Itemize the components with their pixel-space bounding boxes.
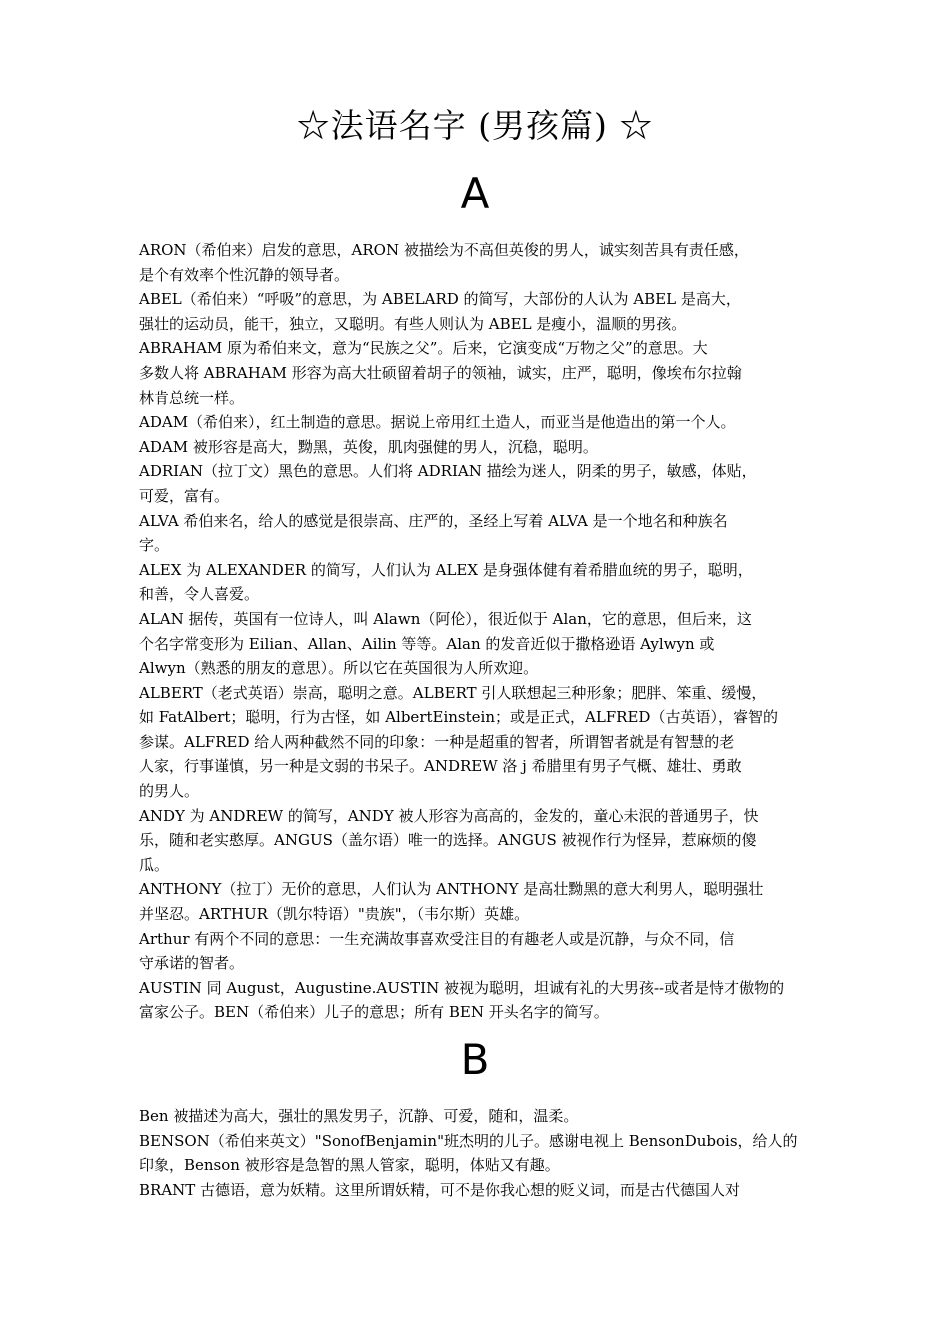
document-title: ☆法语名字 (男孩篇) ☆ [296, 106, 654, 145]
text-line: 字。 [139, 536, 170, 555]
section-letter-a: A [460, 169, 490, 218]
text-line: 印象，Benson 被形容是急智的黑人管家，聪明，体贴又有趣。 [139, 1156, 560, 1175]
text-line: 乐，随和老实憨厚。ANGUS（盖尔语）唯一的选择。ANGUS 被视作行为怪异，惹麻烦的傻 [139, 831, 757, 850]
text-line: Alwyn（熟悉的朋友的意思）。所以它在英国很为人所欢迎。 [139, 659, 539, 678]
text-line: ARON（希伯来）启发的意思，ARON 被描绘为不高但英俊的男人，诚实刻苦具有责任感， [139, 241, 749, 259]
text-line: 个名字常变形为 Eilian、Allan、Ailin 等等。Alan 的发音近似于撒格逊语 Aylwyn 或 [139, 634, 715, 653]
text-line: 的男人。 [139, 782, 200, 801]
text-line: 如 FatAlbert；聪明，行为古怪，如 AlbertEinstein；或是正式，ALFRED（古英语），睿智的 [139, 708, 778, 727]
text-line: ADAM 被形容是高大，黝黑，英俊，肌肉强健的男人，沉稳，聪明。 [139, 437, 598, 456]
text-line: 富家公子。BEN（希伯来）儿子的意思；所有 BEN 开头名字的简写。 [139, 1003, 609, 1022]
text-line: AUSTIN 同 August，Augustine.AUSTIN 被视为聪明，坦诚有礼的大男孩--或者是恃才傲物的 [139, 978, 785, 997]
text-line: 林肯总统一样。 [139, 388, 245, 407]
text-line: ALAN 据传，英国有一位诗人，叫 Alawn（阿伦），很近似于 Alan，它的意思，但后来，这 [139, 609, 752, 628]
text-line: 并坚忍。ARTHUR（凯尔特语）"贵族"，（韦尔斯）英雄。 [139, 905, 530, 924]
text-line: 人家，行事谨慎，另一种是文弱的书呆子。ANDREW 洛 j 希腊里有男子气概、雄壮、勇敢 [139, 757, 742, 776]
text-line: ADAM（希伯来），红土制造的意思。据说上帝用红土造人，而亚当是他造出的第一个人。 [139, 413, 736, 432]
section-a-body [139, 238, 829, 1025]
text-line: ALBERT（老式英语）崇高，聪明之意。ALBERT 引人联想起三种形象；肥胖、笨重、缓慢， [139, 683, 767, 702]
text-line: 和善，令人喜爱。 [139, 585, 260, 604]
text-line: 瓜。 [139, 855, 170, 874]
text-line: ADRIAN（拉丁文）黑色的意思。人们将 ADRIAN 描绘为迷人，阴柔的男子，敏感，体贴， [139, 462, 757, 481]
section-letter-b: B [460, 1035, 490, 1084]
text-line: BRANT 古德语，意为妖精。这里所谓妖精，可不是你我心想的贬义词，而是古代德国人对 [139, 1180, 741, 1199]
text-line: ANTHONY（拉丁）无价的意思，人们认为 ANTHONY 是高壮黝黑的意大利男人，聪明强壮 [139, 880, 764, 899]
text-line: 多数人将 ABRAHAM 形容为高大壮硕留着胡子的领袖，诚实，庄严，聪明，像埃布尔拉翰 [139, 363, 742, 382]
text-line: Ben 被描述为高大，强壮的黑发男子，沉静、可爱，随和，温柔。 [139, 1107, 579, 1125]
text-line: BENSON（希伯来英文）"SonofBenjamin"班杰明的儿子。感谢电视上 BensonDubois，给人的 [139, 1131, 798, 1150]
text-line: ABRAHAM 原为希伯来文，意为“民族之父”。后来，它演变成“万物之父”的意思。大 [139, 339, 708, 358]
text-line: 参谋。ALFRED 给人两种截然不同的印象：一种是超重的智者，所谓智者就是有智慧的老 [139, 732, 735, 751]
text-line: ANDY 为 ANDREW 的简写，ANDY 被人形容为高高的，金发的，童心未泯的普通男子，快 [139, 806, 759, 825]
text-line: 是个有效率个性沉静的领导者。 [139, 265, 350, 284]
section-b-body [139, 1104, 829, 1202]
text-line: 强壮的运动员，能干，独立，又聪明。有些人则认为 ABEL 是瘦小，温顺的男孩。 [139, 314, 687, 333]
text-line: Arthur 有两个不同的意思：一生充满故事喜欢受注目的有趣老人或是沉静，与众不同，信 [139, 929, 735, 948]
text-line: 可爱，富有。 [139, 486, 230, 505]
text-line: 守承诺的智者。 [139, 954, 245, 973]
text-line: ALEX 为 ALEXANDER 的简写，人们认为 ALEX 是身强体健有着希腊血统的男子，聪明， [139, 560, 753, 579]
text-line: ABEL（希伯来）“呼吸”的意思，为 ABELARD 的简写，大部份的人认为 ABEL 是高大， [139, 290, 741, 309]
text-line: ALVA 希伯来名，给人的感觉是很崇高、庄严的，圣经上写着 ALVA 是一个地名和种族名 [139, 511, 728, 530]
